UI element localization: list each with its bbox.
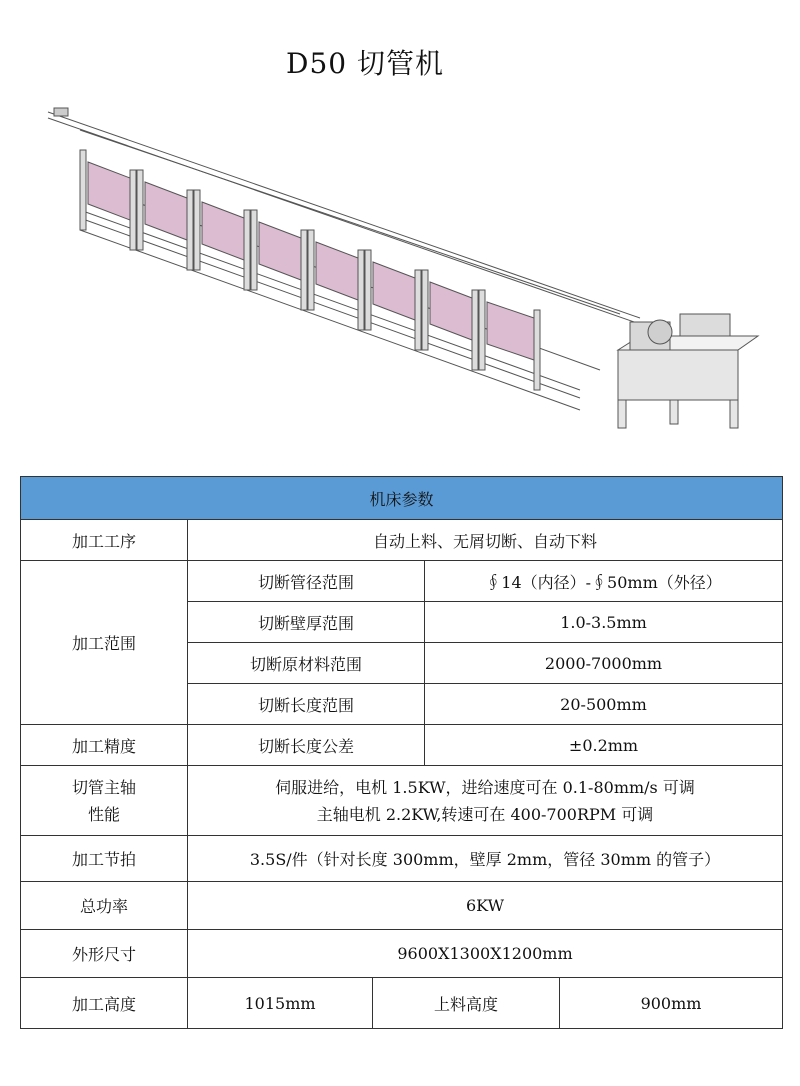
process-value: 自动上料、无屑切断、自动下料 bbox=[188, 520, 783, 561]
range-label: 加工范围 bbox=[21, 561, 188, 725]
loading-height-label: 上料高度 bbox=[373, 978, 560, 1028]
range-row-value: 20-500mm bbox=[425, 684, 783, 725]
range-row-label: 切断原材料范围 bbox=[188, 643, 425, 684]
loading-height-value: 900mm bbox=[640, 993, 702, 1013]
spindle-label bbox=[21, 766, 188, 836]
loading-height-cell bbox=[373, 978, 783, 1029]
page-title: D50 切管机 bbox=[286, 47, 444, 80]
range-row-value: 2000-7000mm bbox=[425, 643, 783, 684]
range-row-value: 1.0-3.5mm bbox=[425, 602, 783, 643]
spindle-value-line2: 主轴电机 2.2KW,转速可在 400-700RPM 可调 bbox=[316, 804, 654, 824]
machining-height-label: 加工高度 bbox=[21, 978, 188, 1029]
machining-height-value: 1015mm bbox=[188, 978, 373, 1029]
spindle-label-line2: 性能 bbox=[87, 804, 120, 824]
cycle-value: 3.5S/件（针对长度 300mm，壁厚 2mm，管径 30mm 的管子） bbox=[188, 836, 783, 882]
machine-drawing bbox=[40, 100, 770, 440]
range-row-label: 切断长度范围 bbox=[188, 684, 425, 725]
spindle-value-line1: 伺服进给，电机 1.5KW，进给速度可在 0.1-80mm/s 可调 bbox=[275, 777, 695, 797]
spec-table bbox=[20, 476, 783, 1029]
precision-sublabel: 切断长度公差 bbox=[188, 725, 425, 766]
spindle-label-line1: 切管主轴 bbox=[71, 777, 136, 797]
range-row-value: ∮14（内径）-∮50mm（外径） bbox=[425, 561, 783, 602]
range-row-label: 切断管径范围 bbox=[188, 561, 425, 602]
power-label: 总功率 bbox=[21, 882, 188, 930]
process-label: 加工工序 bbox=[21, 520, 188, 561]
precision-label: 加工精度 bbox=[21, 725, 188, 766]
precision-value: ±0.2mm bbox=[425, 725, 783, 766]
spindle-value bbox=[188, 766, 783, 836]
cycle-label: 加工节拍 bbox=[21, 836, 188, 882]
range-row-label: 切断壁厚范围 bbox=[188, 602, 425, 643]
table-header: 机床参数 bbox=[21, 477, 783, 520]
size-value: 9600X1300X1200mm bbox=[188, 930, 783, 978]
power-value: 6KW bbox=[188, 882, 783, 930]
size-label: 外形尺寸 bbox=[21, 930, 188, 978]
